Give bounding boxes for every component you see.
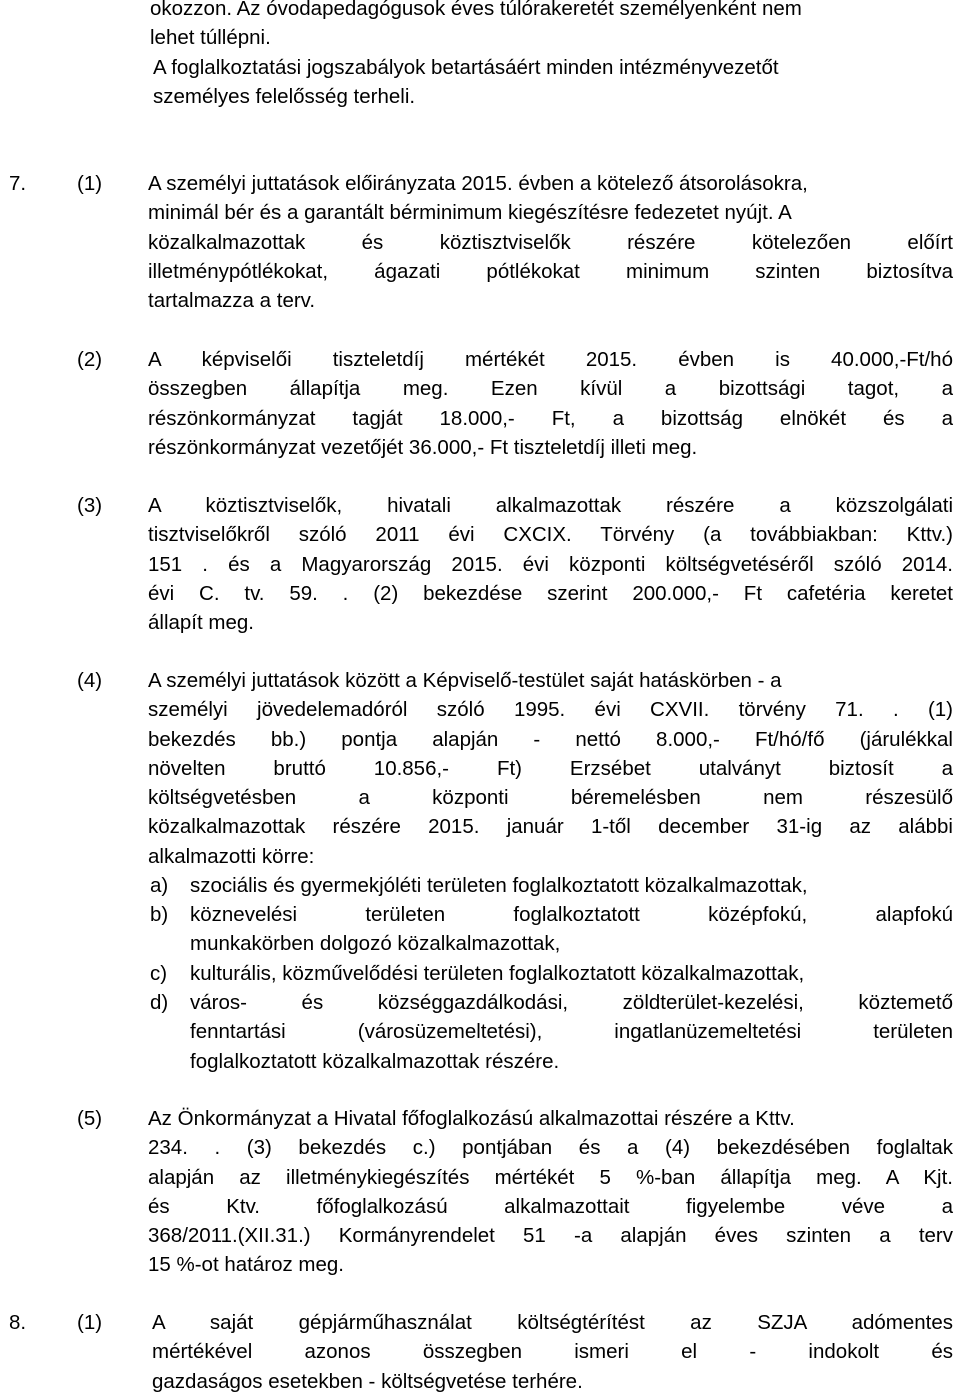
text-line: bekezdés bb.) pontja alapján - nettó 8.000,- Ft/hó/fő (járulékkal <box>148 727 953 751</box>
paragraph-7-3 <box>148 491 953 637</box>
paragraph-label: (5) <box>77 1107 103 1130</box>
text-line: állapít meg. <box>148 611 254 635</box>
text-line: A köztisztviselők, hivatali alkalmazottak részére a közszolgálati <box>148 494 953 517</box>
list-item <box>190 900 953 959</box>
text-line: évi C. tv. 59. . (2) bekezdése szerint 200.000,- Ft cafetéria keretet <box>148 581 953 605</box>
paragraph-label: (4) <box>77 669 103 692</box>
text-line: munkakörben dolgozó közalkalmazottak, <box>190 932 561 956</box>
text-line: illetménypótlékokat, ágazati pótlékokat minimum szinten biztosítva <box>148 259 953 283</box>
text-line: részönkormányzat vezetőjét 36.000,- Ft tiszteletdíj illeti meg. <box>148 435 698 459</box>
text-line: 151 . és a Magyarország 2015. évi központi költségvetéséről szóló 2014. <box>148 552 953 576</box>
list-item <box>190 959 953 988</box>
text-line: A saját gépjárműhasználat költségtérítést az SZJA adómentes <box>152 1311 953 1334</box>
text-line: kulturális, közművelődési területen foglalkoztatott közalkalmazottak, <box>190 962 805 985</box>
text-line: gazdaságos esetekben - költségvetése terhére. <box>152 1369 583 1393</box>
text-line: foglalkoztatott közalkalmazottak részére. <box>190 1049 560 1073</box>
list-item-label: b) <box>150 903 169 926</box>
text-line: összegben állapítja meg. Ezen kívül a bizottsági tagot, a <box>148 377 953 401</box>
section-number: 8. <box>9 1311 27 1334</box>
text-line: 15 %-ot határoz meg. <box>148 1253 344 1277</box>
text-line: közalkalmazottak és köztisztviselők részére kötelezően előírt <box>148 230 953 254</box>
text-line: részönkormányzat tagját 18.000,- Ft, a bizottság elnökét és a <box>148 406 953 430</box>
text-line: város- és községgazdálkodási, zöldterület-kezelési, köztemető <box>190 991 953 1014</box>
list-item-label: d) <box>150 991 169 1014</box>
paragraph-7-2 <box>148 345 953 462</box>
text-line: tartalmazza a terv. <box>148 289 316 313</box>
list-item-label: c) <box>150 962 168 985</box>
text-line: A személyi juttatások előirányzata 2015. évben a kötelező átsorolásokra, <box>148 172 808 195</box>
text-line: szociális és gyermekjóléti területen foglalkoztatott közalkalmazottak, <box>190 874 808 897</box>
text-line: Az Önkormányzat a Hivatal főfoglalkozású alkalmazottai részére a Kttv. <box>148 1107 795 1130</box>
text-line: személyi jövedelemadóról szóló 1995. évi CXVII. törvény 71. . (1) <box>148 698 953 722</box>
text-line: A személyi juttatások között a Képviselő-testület saját hatáskörben - a <box>148 669 782 692</box>
paragraph-8-1 <box>152 1308 953 1396</box>
text-line: minimál bér és a garantált bérminimum kiegészítésre fedezetet nyújt. A <box>148 201 792 225</box>
text-line: közalkalmazottak részére 2015. január 1-től december 31-ig az alábbi <box>148 815 953 839</box>
list-item <box>190 871 953 900</box>
text-line: okozzon. Az óvodapedagógusok éves túlórakeretét személyenként nem <box>150 0 802 20</box>
text-line: költségvetésben a központi béremelésben nem részesülő <box>148 786 953 810</box>
text-line: 368/2011.(XII.31.) Kormányrendelet 51 -a alapján éves szinten a terv <box>148 1224 953 1248</box>
paragraph-7-4 <box>148 666 953 871</box>
text-line: tisztviselőkről szóló 2011 évi CXCIX. Törvény (a továbbiakban: Kttv.) <box>148 523 953 547</box>
text-line: és Ktv. főfoglalkozású alkalmazottait figyelembe véve a <box>148 1194 953 1218</box>
paragraph-label: (1) <box>77 1311 103 1334</box>
text-line: köznevelési területen foglalkoztatott középfokú, alapfokú <box>190 903 953 926</box>
text-line: alapján az illetménykiegészítés mértékét 5 %-ban állapítja meg. A Kjt. <box>148 1165 953 1189</box>
paragraph-label: (2) <box>77 348 103 371</box>
text-line: növelten bruttó 10.856,- Ft) Erzsébet utalványt biztosít a <box>148 756 953 780</box>
text-line: lehet túllépni. <box>150 26 271 50</box>
list-item <box>190 988 953 1076</box>
list-item-label: a) <box>150 874 169 897</box>
text-line: mértékével azonos összegben ismeri el - indokolt és <box>152 1340 953 1364</box>
text-line: A képviselői tiszteletdíj mértékét 2015. évben is 40.000,-Ft/hó <box>148 348 953 371</box>
text-line: 234. . (3) bekezdés c.) pontjában és a (4) bekezdésében foglaltak <box>148 1136 953 1160</box>
paragraph-label: (3) <box>77 494 103 517</box>
intro-text <box>150 0 955 111</box>
paragraph-7-1 <box>148 169 953 315</box>
text-line: fenntartási (városüzemeltetési), ingatlanüzemeltetési területen <box>190 1020 953 1044</box>
text-line: személyes felelősség terheli. <box>153 84 416 108</box>
section-number: 7. <box>9 172 27 195</box>
text-line: alkalmazotti körre: <box>148 844 315 868</box>
text-line: A foglalkoztatási jogszabályok betartásáért minden intézményvezetőt <box>153 55 779 79</box>
paragraph-7-5 <box>148 1104 953 1280</box>
paragraph-label: (1) <box>77 172 103 195</box>
